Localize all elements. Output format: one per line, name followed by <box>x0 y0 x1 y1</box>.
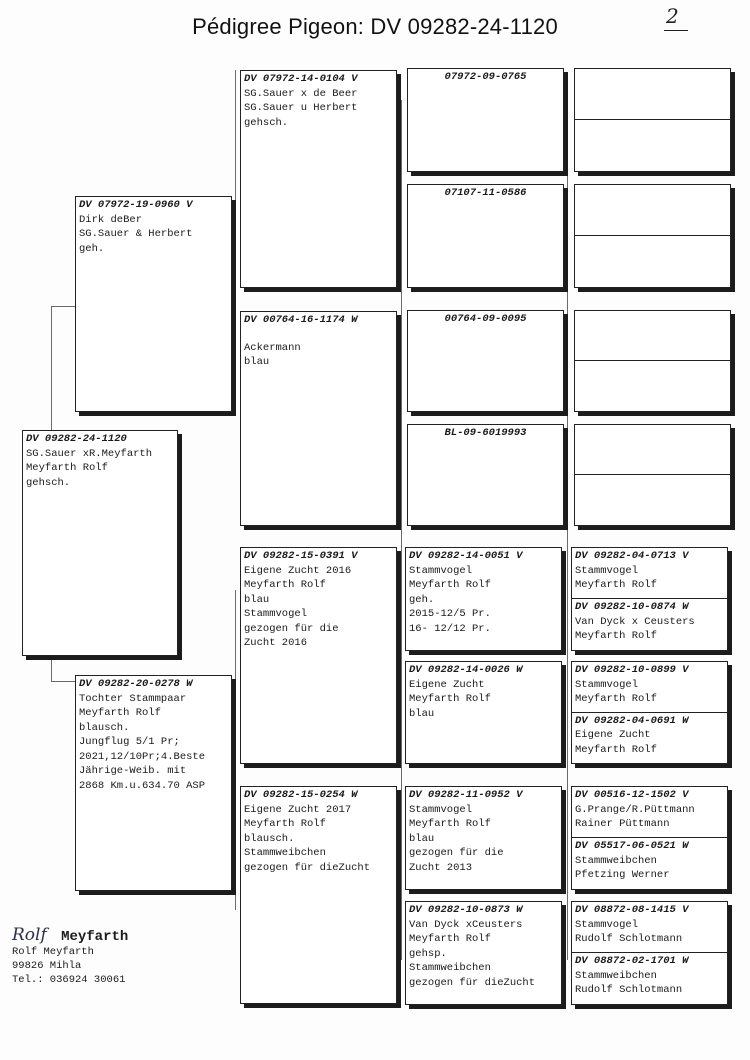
ring-number: DV 09282-10-0874 W <box>575 601 689 613</box>
info-line: blausch. <box>79 721 130 734</box>
info-line: Ackermann <box>244 341 301 354</box>
split-top <box>572 787 727 838</box>
info-line: Stammvogel <box>244 608 308 620</box>
info-line: Meyfarth Rolf <box>575 630 657 642</box>
ring-number: DV 09282-15-0391 V <box>244 550 358 562</box>
info-line: SG.Sauer x de Beer <box>244 87 358 100</box>
info-line: Meyfarth Rolf <box>409 693 491 705</box>
split-top <box>572 902 727 953</box>
split-top <box>572 662 727 713</box>
info-line: Meyfarth Rolf <box>409 818 491 830</box>
info-line: Stammvogel <box>409 564 473 577</box>
info-line: geh. <box>79 242 105 255</box>
split-top <box>572 548 727 599</box>
info-line: 2015-12/5 Pr. <box>409 608 491 620</box>
info-line: Meyfarth Rolf <box>409 933 491 945</box>
pedigree-box-fmf[interactable] <box>407 310 564 412</box>
ring-number: DV 09282-11-0952 V <box>409 789 523 801</box>
ring-number: DV 09282-10-0873 W <box>409 904 523 916</box>
pedigree-box-mother[interactable] <box>75 675 232 891</box>
info-line: Stammvogel <box>575 564 639 577</box>
pedigree-box-pigeon[interactable] <box>22 430 178 656</box>
info-line: Meyfarth Rolf <box>244 579 326 591</box>
info-line: Jungflug 5/1 Pr; <box>79 736 180 748</box>
info-line: gezogen für die <box>409 847 504 859</box>
info-line: gehsp. <box>409 947 447 960</box>
info-line: Zucht 2016 <box>244 637 308 649</box>
info-line: Jährige-Weib. mit <box>79 765 187 777</box>
ring-number: DV 09282-04-0691 W <box>575 714 689 727</box>
info-line: SG.Sauer xR.Meyfarth <box>26 447 153 460</box>
split-bottom <box>572 713 727 764</box>
info-line: blau <box>409 707 435 720</box>
ring-number: 07972-09-0765 <box>444 71 527 83</box>
info-line: Stammvogel <box>575 918 639 931</box>
info-line: 2868 Km.u.634.70 ASP <box>79 779 206 792</box>
info-line: geh. <box>409 593 435 606</box>
ring-number: DV 00516-12-1502 V <box>575 789 689 801</box>
info-line: gehsch. <box>26 476 71 489</box>
ring-number: DV 08872-08-1415 V <box>575 904 689 916</box>
ring-number: DV 07972-14-0104 V <box>244 73 358 85</box>
info-line: Meyfarth Rolf <box>409 579 491 591</box>
info-line: G.Prange/R.Püttmann <box>575 803 695 816</box>
info-line: Meyfarth Rolf <box>244 818 326 830</box>
ring-number: DV 09282-14-0026 W <box>409 664 523 676</box>
ring-number: 00764-09-0095 <box>444 313 527 325</box>
split-top <box>575 425 730 475</box>
pedigree-box-father[interactable] <box>75 196 232 412</box>
info-line: Stammweibchen <box>575 969 657 982</box>
info-line: Stammvogel <box>575 678 639 691</box>
info-line: Meyfarth Rolf <box>575 579 657 591</box>
info-line: Meyfarth Rolf <box>575 693 657 705</box>
pedigree-box-fmm[interactable] <box>407 424 564 526</box>
info-line: Tochter Stammpaar <box>79 692 187 705</box>
info-line: Van Dyck x Ceusters <box>575 615 695 628</box>
info-line: Pfetzing Werner <box>575 869 670 881</box>
split-bottom <box>572 953 727 1004</box>
info-line: blau <box>409 832 435 845</box>
breeder-info <box>12 925 129 987</box>
page-number-mark: 2 <box>666 4 679 28</box>
ring-number: DV 00764-16-1174 W <box>244 314 358 326</box>
pedigree-box-mmm[interactable] <box>405 901 562 1005</box>
ring-number: DV 09282-20-0278 W <box>79 678 193 690</box>
info-line: SG.Sauer u Herbert <box>244 102 358 114</box>
pedigree-box-ff[interactable] <box>240 70 397 288</box>
breeder-name: Meyfarth <box>61 929 129 945</box>
info-line: Stammweibchen <box>244 847 326 859</box>
info-line: Rudolf Schlotmann <box>575 984 683 996</box>
info-line: Meyfarth Rolf <box>79 707 161 719</box>
pedigree-box-g5-empty[interactable] <box>574 184 731 288</box>
info-line: Meyfarth Rolf <box>26 462 108 474</box>
ring-number: DV 09282-10-0899 V <box>575 664 689 676</box>
info-line: Meyfarth Rolf <box>575 743 657 756</box>
pedigree-box-mf[interactable] <box>240 547 397 764</box>
info-line: Eigene Zucht 2016 <box>244 564 352 577</box>
ring-number: DV 09282-14-0051 V <box>409 550 523 562</box>
split-top <box>575 185 730 236</box>
breeder-signature: Rolf <box>12 925 47 945</box>
ring-number: 07107-11-0586 <box>444 187 527 199</box>
breeder-line: Rolf Meyfarth <box>12 946 94 958</box>
pedigree-box-g5-d[interactable] <box>571 901 728 1005</box>
pedigree-box-ffm[interactable] <box>407 184 564 288</box>
ring-number: DV 09282-04-0713 V <box>575 550 689 562</box>
pedigree-box-g5-c[interactable] <box>571 786 728 890</box>
info-line: Stammweibchen <box>409 962 491 974</box>
info-line: Eigene Zucht 2017 <box>244 803 352 816</box>
split-bottom <box>572 838 727 889</box>
pedigree-box-g5-a[interactable] <box>571 547 728 651</box>
page-title: Pédigree Pigeon: DV 09282-24-1120 <box>192 14 558 39</box>
pedigree-box-mff[interactable] <box>405 547 562 651</box>
info-line: blau <box>244 356 270 368</box>
info-line: blau <box>244 593 270 606</box>
page-number-underline <box>664 30 688 31</box>
info-line: gezogen für dieZucht <box>409 976 536 989</box>
breeder-address: 99826 Mihla <box>12 960 82 972</box>
ring-number: DV 05517-06-0521 W <box>575 840 689 852</box>
info-line: Zucht 2013 <box>409 861 473 874</box>
info-line: gehsch. <box>244 116 289 129</box>
ring-number: DV 09282-24-1120 <box>26 433 127 445</box>
info-line: Van Dyck xCeusters <box>409 918 523 931</box>
info-line: gezogen für die <box>244 622 339 635</box>
info-line: Rainer Püttmann <box>575 818 670 830</box>
pedigree-box-g5-b[interactable] <box>571 661 728 764</box>
ring-number: DV 09282-15-0254 W <box>244 789 358 801</box>
info-line: SG.Sauer & Herbert <box>79 228 193 240</box>
pedigree-box-g5-empty[interactable] <box>574 310 731 412</box>
info-line: Stammvogel <box>409 803 473 816</box>
info-line: Eigene Zucht <box>575 729 651 741</box>
ring-number: DV 07972-19-0960 V <box>79 199 193 211</box>
pedigree-box-mm[interactable] <box>240 786 397 1004</box>
split-bottom <box>572 599 727 650</box>
info-line: blausch. <box>244 832 295 845</box>
info-line: gezogen für dieZucht <box>244 861 371 874</box>
ring-number: BL-09-6019993 <box>444 427 527 439</box>
info-line: 16- 12/12 Pr. <box>409 622 491 635</box>
info-line: Rudolf Schlotmann <box>575 933 683 945</box>
pedigree-box-g5-empty[interactable] <box>574 424 731 526</box>
pedigree-box-mfm[interactable] <box>405 661 562 764</box>
breeder-phone: Tel.: 036924 30061 <box>12 974 126 986</box>
pedigree-box-fm[interactable] <box>240 311 397 526</box>
pedigree-box-g5-empty[interactable] <box>574 68 731 172</box>
info-line: Eigene Zucht <box>409 678 485 691</box>
pedigree-box-fff[interactable] <box>407 68 564 172</box>
info-line: Dirk deBer <box>79 213 143 226</box>
info-line: 2021,12/10Pr;4.Beste <box>79 750 206 763</box>
ring-number: DV 08872-02-1701 W <box>575 955 689 967</box>
split-top <box>575 311 730 361</box>
split-top <box>575 69 730 120</box>
info-line: Stammweibchen <box>575 854 657 867</box>
pedigree-box-mmf[interactable] <box>405 786 562 890</box>
